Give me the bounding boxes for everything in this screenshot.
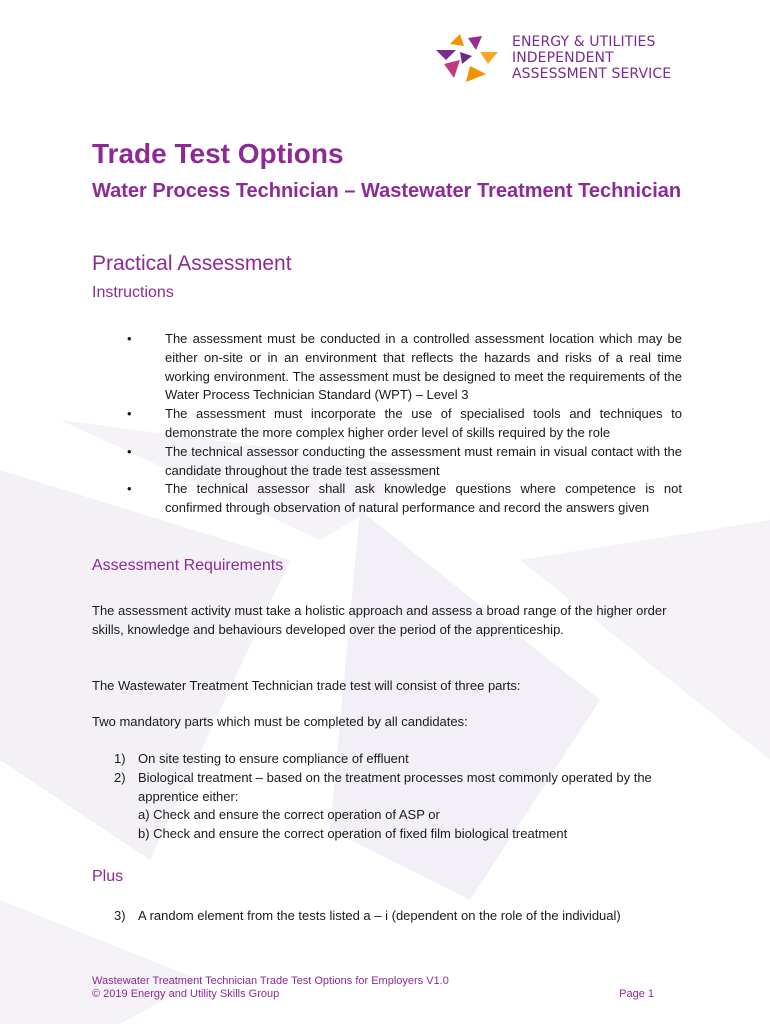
- practical-assessment-heading: Practical Assessment: [92, 252, 292, 275]
- sub-option-fixed-film: b) Check and ensure the correct operation of fixed film biological treatment: [138, 826, 568, 842]
- assessment-requirements-heading: Assessment Requirements: [92, 557, 284, 574]
- list-item: • The technical assessor shall ask knowledge questions where competence is not confirmed through observation of natural performance and record the answers given: [127, 481, 682, 516]
- star-logo-icon: [430, 30, 502, 86]
- mandatory-parts-paragraph: Two mandatory parts which must be completed by all candidates:: [92, 714, 468, 729]
- bullet-icon: •: [127, 406, 132, 422]
- footer-copyright: © 2019 Energy and Utility Skills Group: [92, 988, 280, 1000]
- list-item: • The assessment must incorporate the use of specialised tools and techniques to demonstrate the more complex higher order level of skills required by the role: [127, 406, 682, 440]
- logo-wordmark: ENERGY & UTILITIES INDEPENDENT ASSESSMENT SERVICE: [512, 34, 672, 82]
- footer-document-title: Wastewater Treatment Technician Trade Test Options for Employers V1.0: [92, 975, 449, 987]
- page-footer: [92, 975, 654, 1001]
- list-item: 1) On site testing to ensure compliance of effluent: [114, 751, 409, 766]
- instructions-heading: Instructions: [92, 284, 174, 301]
- page-number: Page 1: [619, 988, 654, 1000]
- page-title: Trade Test Options: [92, 138, 344, 169]
- list-item: • The technical assessor conducting the assessment must remain in visual contact with the candidate throughout the trade test assessment: [127, 443, 682, 478]
- mandatory-parts-list: [114, 750, 684, 844]
- plus-heading: Plus: [92, 868, 124, 885]
- bullet-icon: •: [127, 331, 132, 346]
- bullet-icon: •: [127, 481, 132, 497]
- eu-ias-logo: [430, 30, 690, 86]
- list-item: 2) Biological treatment – based on the treatment processes most commonly operated by the apprentice either: a) Check and ensure the correct operation of ASP or b) Check and ensure the correct operation of fixed film biological treatment: [114, 769, 684, 844]
- holistic-approach-paragraph: The assessment activity must take a holistic approach and assess a broad range of the higher order skills, knowledge and behaviours developed over the period of the apprenticeship.: [92, 603, 667, 637]
- instructions-list: [120, 330, 682, 518]
- three-parts-paragraph: The Wastewater Treatment Technician trade test will consist of three parts:: [92, 678, 521, 693]
- page-subtitle: Water Process Technician – Wastewater Treatment Technician: [92, 180, 682, 202]
- optional-part-item: 3) A random element from the tests listed a – i (dependent on the role of the individual): [114, 908, 621, 923]
- sub-option-asp: a) Check and ensure the correct operation of ASP or: [138, 807, 440, 823]
- bullet-icon: •: [127, 443, 132, 459]
- list-item: • The assessment must be conducted in a controlled assessment location which may be either on-site or in an environment that reflects the hazards and risks of a real time working environment. The assessment must be designed to meet the requirements of the Water Process Technician Standard (WPT) – Level 3: [127, 331, 682, 403]
